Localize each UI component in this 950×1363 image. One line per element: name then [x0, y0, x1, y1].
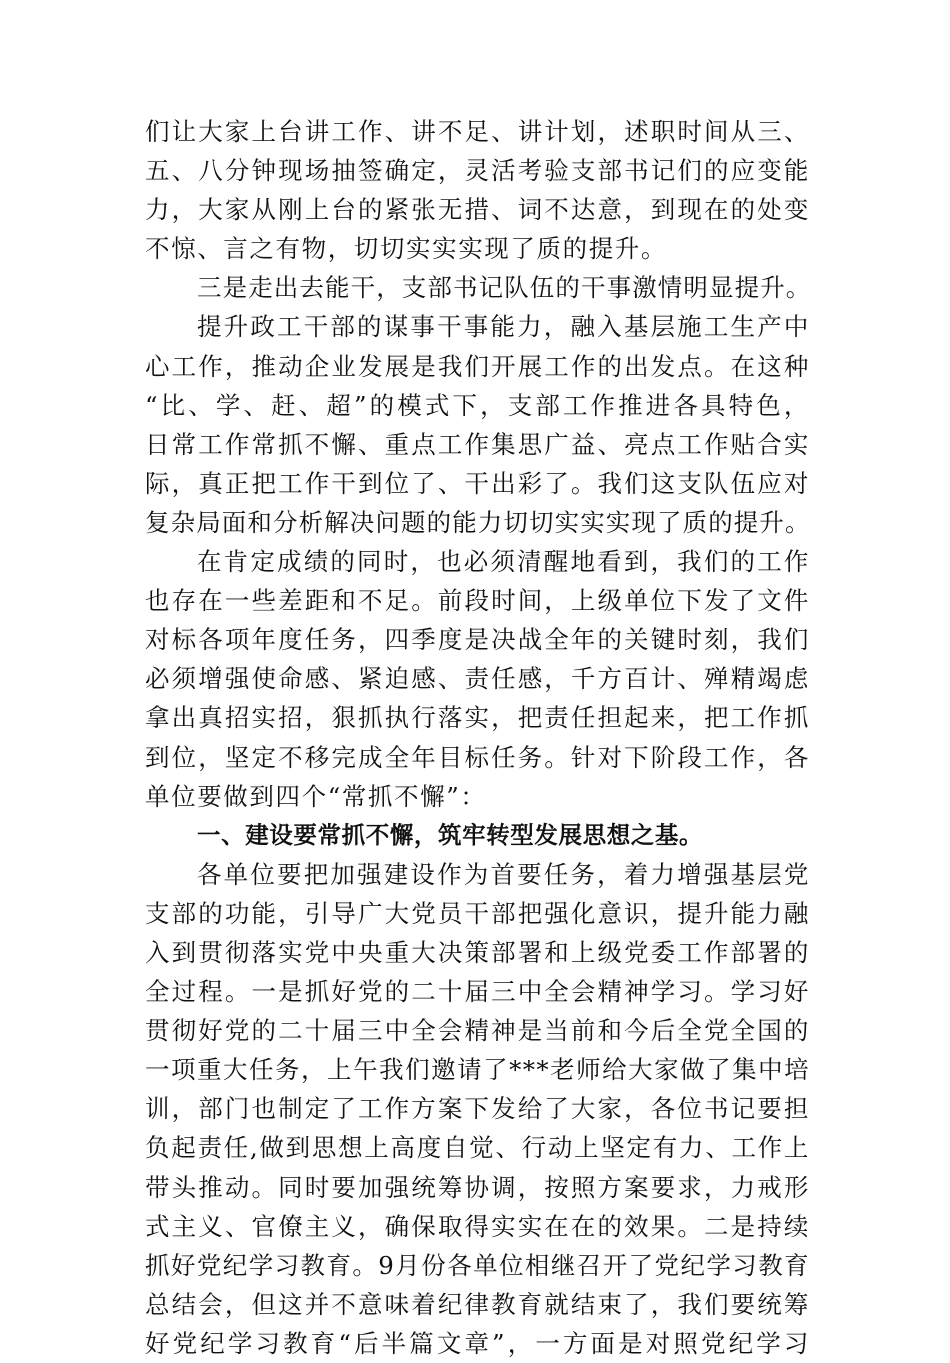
text-line: “比、学、赶、超”的模式下，支部工作推进各具特色， — [145, 390, 810, 420]
document-body — [145, 112, 810, 1363]
text-line: 入到贯彻落实党中央重大决策部署和上级党委工作部署的 — [145, 937, 810, 967]
text-line: 提升政工干部的谋事干事能力，融入基层施工生产中 — [197, 312, 810, 342]
text-line: 在肯定成绩的同时，也必须清醒地看到，我们的工作 — [197, 547, 810, 577]
text-line: 拿出真招实招，狠抓执行落实，把责任担起来，把工作抓 — [145, 703, 810, 733]
text-line: 日常工作常抓不懈、重点工作集思广益、亮点工作贴合实 — [145, 429, 810, 459]
text-line: 力，大家从刚上台的紧张无措、词不达意，到现在的处变 — [145, 195, 810, 225]
text-line: 支部的功能，引导广大党员干部把强化意识，提升能力融 — [145, 898, 810, 928]
text-line: 际，真正把工作干到位了、干出彩了。我们这支队伍应对 — [145, 468, 810, 498]
text-line: 全过程。一是抓好党的二十届三中全会精神学习。学习好 — [145, 977, 810, 1007]
text-line: 一项重大任务，上午我们邀请了***老师给大家做了集中培 — [145, 1055, 810, 1085]
text-line: 负起责任,做到思想上高度自觉、行动上坚定有力、工作上 — [145, 1133, 810, 1163]
text-line: 带头推动。同时要加强统筹协调，按照方案要求，力戒形 — [145, 1172, 810, 1202]
text-line: 也存在一些差距和不足。前段时间，上级单位下发了文件 — [145, 586, 810, 616]
text-line: 心工作，推动企业发展是我们开展工作的出发点。在这种 — [145, 351, 810, 381]
text-line: 五、八分钟现场抽签确定，灵活考验支部书记们的应变能 — [145, 156, 810, 186]
text-line: 好党纪学习教育“后半篇文章”，一方面是对照党纪学习 — [145, 1328, 810, 1358]
section-heading: 一、建设要常抓不懈，筑牢转型发展思想之基。 — [197, 820, 704, 849]
paragraph-heading-line: 三是走出去能干，支部书记队伍的干事激情明显提升。 — [197, 273, 812, 303]
text-line: 训，部门也制定了工作方案下发给了大家，各位书记要担 — [145, 1094, 810, 1124]
text-line: 到位，坚定不移完成全年目标任务。针对下阶段工作，各 — [145, 742, 810, 772]
text-line: 复杂局面和分析解决问题的能力切切实实实现了质的提升。 — [145, 507, 811, 537]
text-line: 不惊、言之有物，切切实实实现了质的提升。 — [145, 234, 667, 264]
text-line: 贯彻好党的二十届三中全会精神是当前和今后全党全国的 — [145, 1016, 810, 1046]
text-line: 式主义、官僚主义，确保取得实实在在的效果。二是持续 — [145, 1211, 810, 1241]
text-line: 各单位要把加强建设作为首要任务，着力增强基层党 — [197, 859, 810, 889]
text-line: 总结会，但这并不意味着纪律教育就结束了，我们要统筹 — [145, 1289, 810, 1319]
text-line: 们让大家上台讲工作、讲不足、讲计划，述职时间从三、 — [145, 117, 810, 146]
text-line: 抓好党纪学习教育。9月份各单位相继召开了党纪学习教育 — [145, 1250, 810, 1280]
text-line: 对标各项年度任务，四季度是决战全年的关键时刻，我们 — [145, 625, 810, 655]
text-line: 必须增强使命感、紧迫感、责任感，千方百计、殚精竭虑 — [145, 664, 810, 694]
text-line: 单位要做到四个“常抓不懈”： — [145, 781, 487, 811]
